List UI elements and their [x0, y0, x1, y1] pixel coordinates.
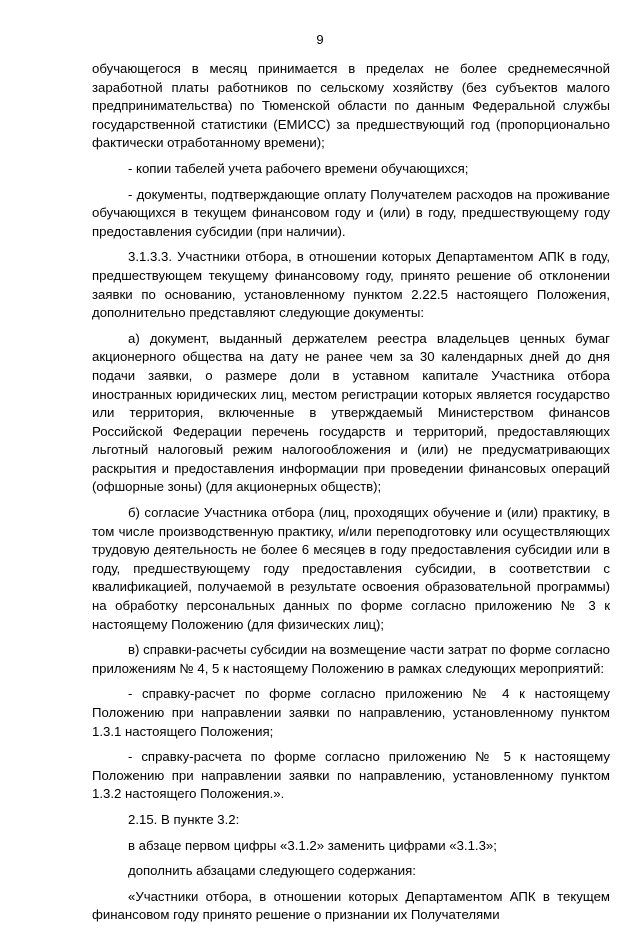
- paragraph-continuation: обучающегося в месяц принимается в пределах не более среднемесячной заработной платы работников по сельскому хозяйству (без субъектов малого предпринимательства) по Тюменской области по данным Федеральной службы государственной статистики (ЕМИСС) за предшествующий год (пропорционально фактически отработанному времени);: [92, 61, 610, 151]
- page-number: 9: [316, 32, 324, 47]
- paragraph-section-2-15: 2.15. В пункте 3.2:: [128, 811, 240, 827]
- paragraph-clause-3-1-3-3: 3.1.3.3. Участники отбора, в отношении которых Департаментом АПК в году, предшествующем текущему финансовому году, принято решение об отклонении заявки по основанию, установленному пунктом 2.22.5 настоящего Положения, дополнительно представляют следующие документы:: [92, 249, 610, 321]
- document-body: [92, 60, 610, 932]
- paragraph-list-item: - документы, подтверждающие оплату Получателем расходов на проживание обучающихся в текущем финансовом году и (или) в году, предшествующему году предоставления субсидии (при наличии).: [92, 186, 610, 239]
- paragraph-amendment: в абзаце первом цифры «3.1.2» заменить цифрами «3.1.3»;: [128, 837, 497, 853]
- paragraph-item-v: в) справки-расчеты субсидии на возмещение части затрат по форме согласно приложениям № 4, 5 к настоящему Положению в рамках следующих мероприятий:: [92, 642, 610, 676]
- paragraph-list-item: - справку-расчет по форме согласно приложению № 4 к настоящему Положению при направлении заявки по направлению, установленному пунктом 1.3.1 настоящего Положения;: [92, 686, 610, 739]
- paragraph-item-b: б) согласие Участника отбора (лиц, проходящих обучение и (или) практику, в том числе производственную практику, и/или переподготовку или осуществляющих трудовую деятельность не более 6 месяцев в году предоставления субсидии или в году, предшествующему году предоставления субсидии, в соответствии с квалификацией, получаемой в результате освоения образовательной программы) на обработку персональных данных по форме согласно приложению № 3 к настоящему Положению (для физических лиц);: [92, 505, 610, 632]
- paragraph-amendment: дополнить абзацами следующего содержания:: [128, 863, 416, 879]
- paragraph-quoted: «Участники отбора, в отношении которых Департаментом АПК в текущем финансовом году принято решение о признании их Получателями: [92, 888, 610, 923]
- paragraph-list-item: - копии табелей учета рабочего времени обучающихся;: [128, 160, 469, 176]
- paragraph-item-a: а) документ, выданный держателем реестра владельцев ценных бумаг акционерного общества на дату не ранее чем за 30 календарных дней до дня подачи заявки, о размере доли в уставном капитале Участника отбора иностранных юридических лиц, местом регистрации которых является государство или территория, включенные в утверждаемый Министерством финансов Российской Федерации перечень государств и территорий, предоставляющих льготный налоговый режим налогообложения и (или) не предусматривающих раскрытия и предоставления информации при проведении финансовых операций (офшорные зоны) (для акционерных обществ);: [92, 330, 610, 495]
- paragraph-list-item: - справку-расчета по форме согласно приложению № 5 к настоящему Положению при направлении заявки по направлению, установленному пунктом 1.3.2 настоящего Положения.».: [92, 749, 610, 802]
